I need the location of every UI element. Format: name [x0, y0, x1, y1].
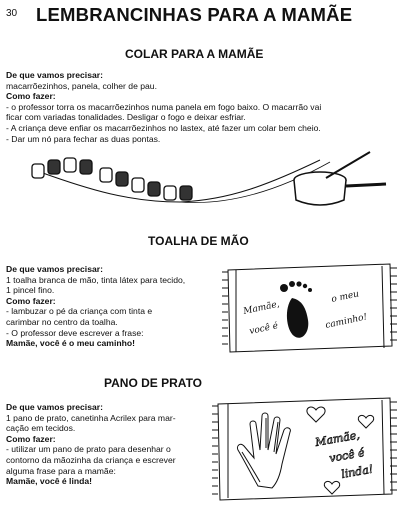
section-body-toalha	[6, 264, 216, 349]
step-line: - O professor deve escrever a frase:	[6, 327, 144, 338]
how-label: Como fazer:	[6, 91, 56, 102]
cloth-text: Mamãe,	[314, 428, 361, 449]
step-line: contorno da mãozinha da criança e escrever	[6, 454, 176, 465]
page-number: 30	[6, 8, 18, 19]
step-line: - Dar um nó para fechar as duas pontas.	[6, 133, 161, 144]
section-heading-pano: PANO DE PRATO	[104, 376, 203, 390]
section-body-colar	[6, 70, 398, 144]
section-heading-colar: COLAR PARA A MAMÃE	[125, 47, 264, 61]
needs-text: 1 pincel fino.	[6, 285, 55, 296]
towel-text: o meu	[330, 289, 360, 305]
section-heading-toalha: TOALHA DE MÃO	[148, 234, 249, 248]
how-label: Como fazer:	[6, 295, 56, 306]
step-line: - A criança deve enfiar os macarrõezinhos no lastex, até fazer um colar bem cheio.	[6, 122, 321, 133]
needs-text: 1 toalha branca de mão, tinta látex para tecido,	[6, 274, 186, 285]
how-label: Como fazer:	[6, 433, 56, 444]
needs-label: De que vamos precisar:	[6, 264, 103, 274]
step-line: carimbar no centro da toalha.	[6, 316, 118, 327]
towel-text: caminho!	[324, 312, 369, 331]
needs-text: cação em tecidos.	[6, 423, 76, 434]
phrase: Mamãe, você é linda!	[6, 476, 92, 487]
towel-text: Mamãe,	[242, 299, 281, 317]
step-line: - o professor torra os macarrõezinhos numa panela em fogo baixo. O macarrão vai	[6, 101, 322, 112]
needs-text: 1 pano de prato, canetinha Acrilex para mar-	[6, 412, 176, 423]
section-body-pano	[6, 402, 216, 487]
step-line: - lambuzar o pé da criança com tinta e	[6, 306, 153, 317]
cloth-text: você é	[328, 445, 366, 465]
needs-text: macarrõezinhos, panela, colher de pau.	[6, 80, 157, 91]
necklace-illustration	[30, 150, 390, 220]
needs-label: De que vamos precisar:	[6, 402, 103, 412]
needs-label: De que vamos precisar:	[6, 70, 103, 80]
step-line: alguma frase para a mamãe:	[6, 465, 116, 476]
cloth-text: linda!	[340, 462, 375, 481]
towel-text: você é	[248, 321, 280, 337]
step-line: ficar com variadas tonalidades. Desligar o fogo e deixar esfriar.	[6, 112, 246, 123]
page-title: LEMBRANCINHAS PARA A MAMÃE	[36, 4, 353, 25]
phrase: Mamãe, você é o meu caminho!	[6, 338, 135, 349]
towel-illustration	[220, 262, 400, 354]
step-line: - utilizar um pano de prato para desenhar o	[6, 444, 171, 455]
dishcloth-illustration	[208, 394, 400, 506]
